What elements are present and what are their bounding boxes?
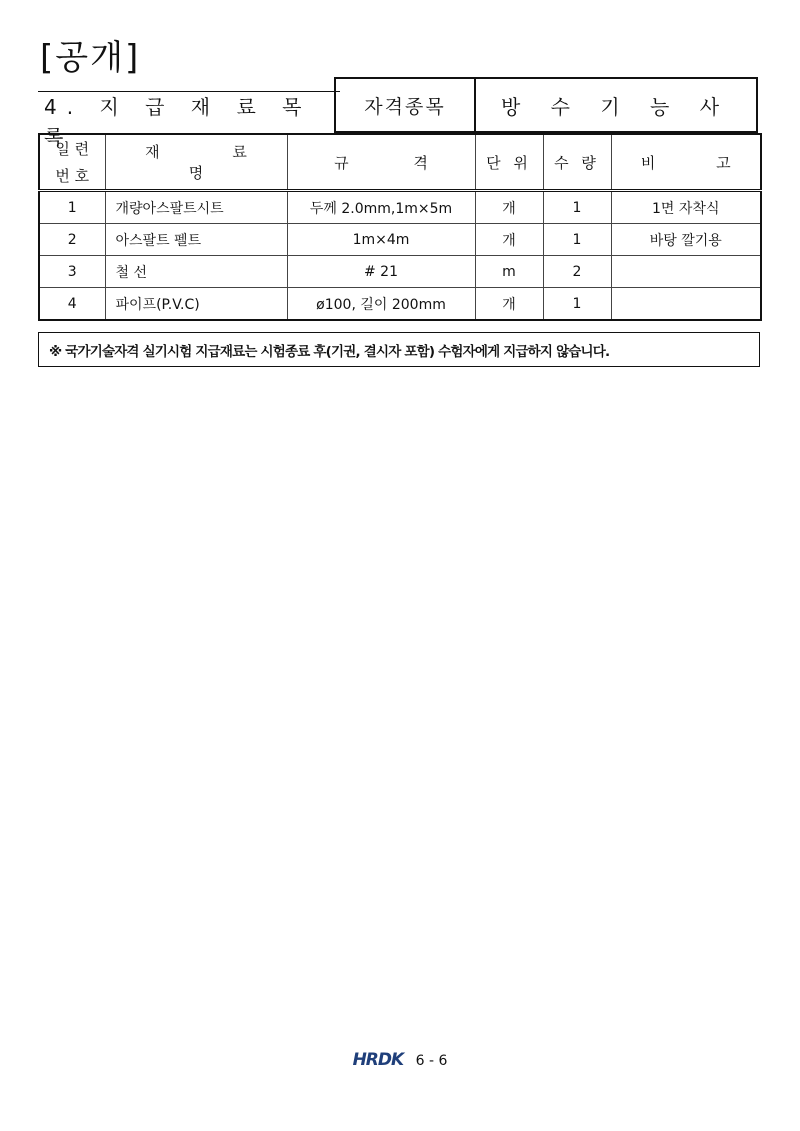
row-spec: 1m×4m bbox=[287, 224, 475, 256]
hrdk-logo: HRDK bbox=[352, 1050, 404, 1070]
row-qty: 2 bbox=[543, 256, 611, 288]
table-row bbox=[39, 256, 761, 288]
row-spec: # 21 bbox=[287, 256, 475, 288]
header-note: 비 고 bbox=[611, 134, 761, 191]
table-row bbox=[39, 191, 761, 224]
row-qty: 1 bbox=[543, 191, 611, 224]
row-name: 아스팔트 펠트 bbox=[105, 224, 287, 256]
materials-table bbox=[38, 133, 762, 321]
row-note bbox=[611, 288, 761, 321]
row-no: 3 bbox=[39, 256, 105, 288]
row-name: 개량아스팔트시트 bbox=[105, 191, 287, 224]
header-serial-no-line1: 일 련 bbox=[55, 140, 90, 158]
header-spec: 규 격 bbox=[287, 134, 475, 191]
qualification-label: 자격종목 bbox=[336, 79, 476, 131]
row-unit: m bbox=[475, 256, 543, 288]
row-name: 파이프(P.V.C) bbox=[105, 288, 287, 321]
row-unit: 개 bbox=[475, 224, 543, 256]
table-header-row bbox=[39, 134, 761, 191]
row-note bbox=[611, 256, 761, 288]
row-no: 4 bbox=[39, 288, 105, 321]
qualification-box bbox=[334, 77, 758, 133]
header-serial-no bbox=[39, 134, 105, 191]
row-unit: 개 bbox=[475, 288, 543, 321]
row-no: 1 bbox=[39, 191, 105, 224]
section-title: 4. 지 급 재 료 목 록 bbox=[38, 91, 340, 134]
page-footer bbox=[0, 1050, 800, 1070]
public-tag: [공개] bbox=[40, 38, 141, 78]
qualification-name: 방 수 기 능 사 bbox=[500, 94, 732, 119]
row-qty: 1 bbox=[543, 288, 611, 321]
row-note: 1면 자착식 bbox=[611, 191, 761, 224]
table-row bbox=[39, 288, 761, 321]
row-qty: 1 bbox=[543, 224, 611, 256]
header-quantity: 수 량 bbox=[543, 134, 611, 191]
row-note: 바탕 깔기용 bbox=[611, 224, 761, 256]
row-spec: 두께 2.0mm,1m×5m bbox=[287, 191, 475, 224]
row-spec: ø100, 길이 200mm bbox=[287, 288, 475, 321]
header-material-name: 재 료 명 bbox=[105, 134, 287, 191]
row-no: 2 bbox=[39, 224, 105, 256]
table-row bbox=[39, 224, 761, 256]
notice-box: ※ 국가기술자격 실기시험 지급재료는 시험종료 후(기권, 결시자 포함) 수험자에게 지급하지 않습니다. bbox=[38, 332, 760, 367]
row-unit: 개 bbox=[475, 191, 543, 224]
header-unit: 단 위 bbox=[475, 134, 543, 191]
page-number: 6 - 6 bbox=[415, 1053, 448, 1069]
header-serial-no-line2: 번 호 bbox=[55, 167, 90, 185]
row-name: 철 선 bbox=[105, 256, 287, 288]
